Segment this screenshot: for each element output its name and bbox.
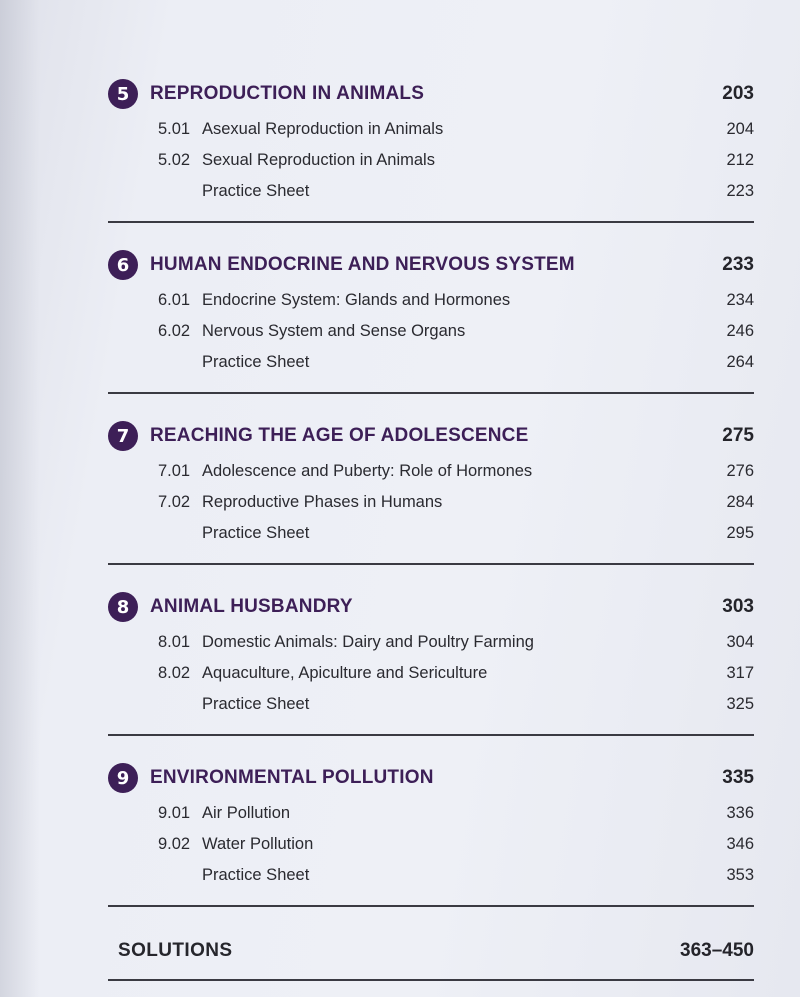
entry-page-number: 284 — [726, 493, 754, 511]
entry-number: 6.02 — [158, 322, 191, 340]
chapter-number-badge: 7 — [108, 421, 138, 451]
entry-title: Practice Sheet — [202, 182, 310, 200]
chapter-number-badge: 9 — [108, 763, 138, 793]
entry-title: Adolescence and Puberty: Role of Hormones — [202, 462, 533, 480]
chapter-section — [108, 74, 754, 223]
entry-page-number: 246 — [726, 322, 754, 340]
entry-number: 5.02 — [158, 151, 191, 169]
chapter-number-badge: 5 — [108, 79, 138, 109]
entry-title: Practice Sheet — [202, 524, 310, 542]
toc-entry[interactable] — [108, 658, 754, 689]
chapter-page-number: 233 — [722, 254, 754, 275]
chapter-title: REPRODUCTION IN ANIMALS — [150, 83, 425, 104]
table-of-contents — [108, 74, 754, 981]
entry-title: Domestic Animals: Dairy and Poultry Farming — [202, 633, 534, 651]
chapter-section — [108, 587, 754, 736]
toc-entry-practice-sheet[interactable] — [108, 518, 754, 549]
toc-entry[interactable] — [108, 487, 754, 518]
chapter-section — [108, 245, 754, 394]
entry-page-number: 304 — [726, 633, 754, 651]
entry-number: 5.01 — [158, 120, 191, 138]
entry-title: Nervous System and Sense Organs — [202, 322, 466, 340]
entry-number: 7.02 — [158, 493, 191, 511]
toc-entry[interactable] — [108, 798, 754, 829]
entry-title: Practice Sheet — [202, 353, 310, 371]
chapter-page-number: 335 — [722, 767, 754, 788]
chapter-title: ANIMAL HUSBANDRY — [150, 596, 353, 617]
entry-page-number: 295 — [726, 524, 754, 542]
chapter-page-number: 203 — [722, 83, 754, 104]
toc-entry-practice-sheet[interactable] — [108, 689, 754, 720]
entry-page-number: 346 — [726, 835, 754, 853]
entry-page-number: 234 — [726, 291, 754, 309]
entry-page-number: 223 — [726, 182, 754, 200]
toc-entry[interactable] — [108, 114, 754, 145]
entry-title: Endocrine System: Glands and Hormones — [202, 291, 511, 309]
chapter-number-badge: 8 — [108, 592, 138, 622]
entry-number: 8.02 — [158, 664, 191, 682]
entry-title: Water Pollution — [202, 835, 314, 853]
toc-entry-practice-sheet[interactable] — [108, 347, 754, 378]
chapter-heading[interactable] — [108, 245, 754, 285]
entry-title: Air Pollution — [202, 804, 291, 822]
solutions-entry[interactable] — [108, 929, 754, 981]
entry-title: Asexual Reproduction in Animals — [202, 120, 444, 138]
entry-title: Practice Sheet — [202, 695, 310, 713]
toc-entry[interactable] — [108, 627, 754, 658]
toc-entry[interactable] — [108, 829, 754, 860]
toc-entry-practice-sheet[interactable] — [108, 176, 754, 207]
entry-page-number: 325 — [726, 695, 754, 713]
toc-entry[interactable] — [108, 316, 754, 347]
entry-page-number: 317 — [726, 664, 754, 682]
entry-page-number: 353 — [726, 866, 754, 884]
chapter-page-number: 303 — [722, 596, 754, 617]
toc-entry[interactable] — [108, 456, 754, 487]
chapter-section — [108, 416, 754, 565]
chapter-heading[interactable] — [108, 416, 754, 456]
entry-page-number: 212 — [726, 151, 754, 169]
entry-number: 6.01 — [158, 291, 191, 309]
chapter-title: ENVIRONMENTAL POLLUTION — [150, 767, 434, 788]
toc-entry[interactable] — [108, 285, 754, 316]
page-edge-shadow — [0, 0, 40, 997]
chapter-section — [108, 758, 754, 907]
chapter-heading[interactable] — [108, 758, 754, 798]
entry-page-number: 276 — [726, 462, 754, 480]
entry-page-number: 264 — [726, 353, 754, 371]
entry-number: 9.01 — [158, 804, 191, 822]
entry-title: Aquaculture, Apiculture and Sericulture — [202, 664, 488, 682]
entry-number: 8.01 — [158, 633, 191, 651]
entry-title: Reproductive Phases in Humans — [202, 493, 443, 511]
chapter-number-badge: 6 — [108, 250, 138, 280]
toc-entry-practice-sheet[interactable] — [108, 860, 754, 891]
entry-title: Sexual Reproduction in Animals — [202, 151, 435, 169]
entry-number: 9.02 — [158, 835, 191, 853]
entry-page-number: 204 — [726, 120, 754, 138]
entry-page-number: 336 — [726, 804, 754, 822]
chapter-heading[interactable] — [108, 74, 754, 114]
solutions-title: SOLUTIONS — [118, 940, 233, 961]
entry-title: Practice Sheet — [202, 866, 310, 884]
solutions-page-range: 363–450 — [680, 940, 754, 961]
chapter-title: REACHING THE AGE OF ADOLESCENCE — [150, 425, 529, 446]
toc-entry[interactable] — [108, 145, 754, 176]
chapter-heading[interactable] — [108, 587, 754, 627]
chapter-title: HUMAN ENDOCRINE AND NERVOUS SYSTEM — [150, 254, 575, 275]
chapter-page-number: 275 — [722, 425, 754, 446]
entry-number: 7.01 — [158, 462, 191, 480]
